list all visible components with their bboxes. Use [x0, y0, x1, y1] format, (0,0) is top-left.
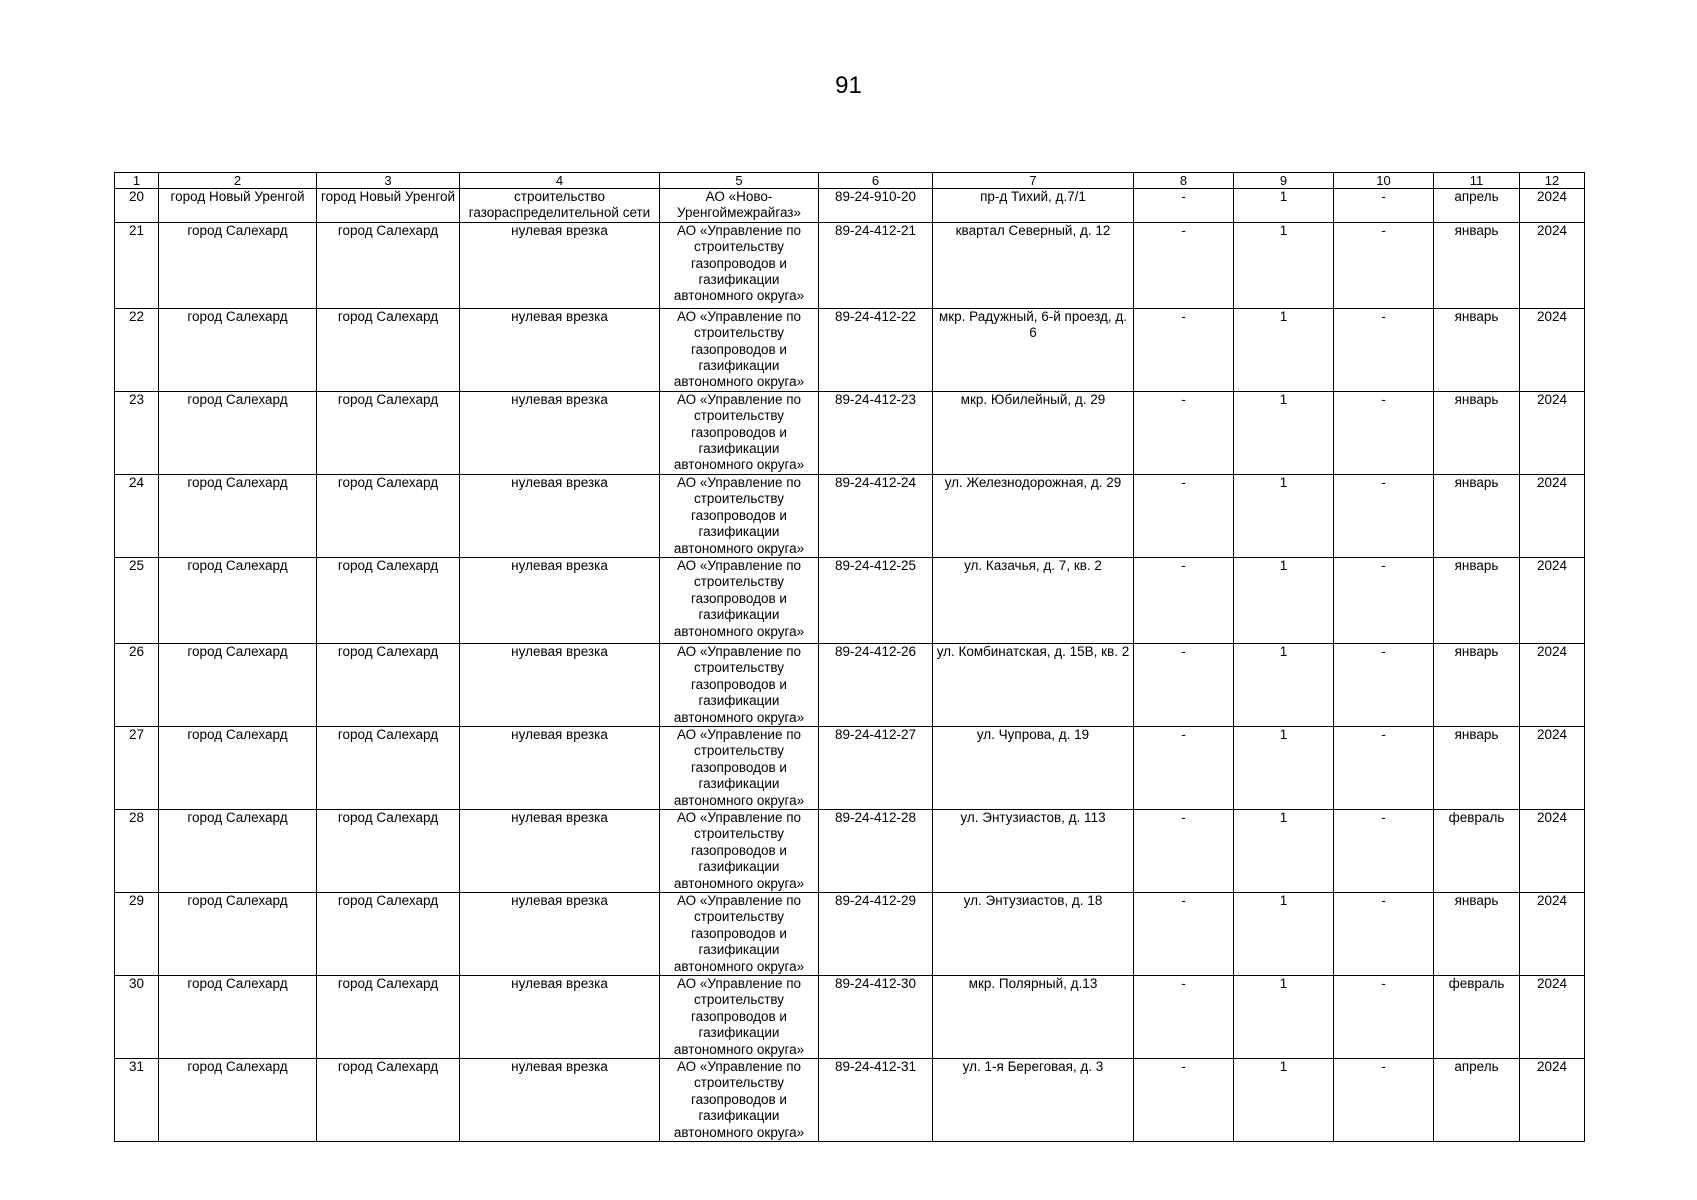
row-number-cell: 27	[115, 726, 159, 809]
col8-cell: -	[1134, 643, 1234, 726]
column-header: 10	[1334, 173, 1434, 189]
year-cell: 2024	[1520, 1059, 1585, 1142]
col8-cell: -	[1134, 557, 1234, 643]
settlement-cell: город Салехард	[317, 1059, 460, 1142]
work-type-cell: строительство газораспределительной сети	[460, 189, 660, 223]
column-header: 1	[115, 173, 159, 189]
organization-cell: АО «Управление по строительству газопроводов и газификации автономного округа»	[660, 726, 819, 809]
quantity-cell: 1	[1234, 643, 1334, 726]
col10-cell: -	[1334, 1059, 1434, 1142]
object-code-cell: 89-24-412-25	[819, 557, 933, 643]
organization-cell: АО «Ново-Уренгоймежрайгаз»	[660, 189, 819, 223]
row-number-cell: 20	[115, 189, 159, 223]
month-cell: февраль	[1434, 809, 1520, 892]
municipality-cell: город Новый Уренгой	[159, 189, 317, 223]
object-code-cell: 89-24-412-30	[819, 976, 933, 1059]
column-header: 6	[819, 173, 933, 189]
address-cell: ул. Энтузиастов, д. 113	[933, 809, 1134, 892]
col8-cell: -	[1134, 893, 1234, 976]
work-type-cell: нулевая врезка	[460, 893, 660, 976]
quantity-cell: 1	[1234, 809, 1334, 892]
year-cell: 2024	[1520, 308, 1585, 391]
work-type-cell: нулевая врезка	[460, 809, 660, 892]
column-header: 11	[1434, 173, 1520, 189]
row-number-cell: 26	[115, 643, 159, 726]
address-cell: ул. Чупрова, д. 19	[933, 726, 1134, 809]
quantity-cell: 1	[1234, 474, 1334, 557]
col10-cell: -	[1334, 726, 1434, 809]
work-type-cell: нулевая врезка	[460, 643, 660, 726]
address-cell: ул. Казачья, д. 7, кв. 2	[933, 557, 1134, 643]
year-cell: 2024	[1520, 643, 1585, 726]
settlement-cell: город Салехард	[317, 391, 460, 474]
row-number-cell: 30	[115, 976, 159, 1059]
work-type-cell: нулевая врезка	[460, 557, 660, 643]
object-code-cell: 89-24-910-20	[819, 189, 933, 223]
work-type-cell: нулевая врезка	[460, 222, 660, 308]
month-cell: апрель	[1434, 1059, 1520, 1142]
municipality-cell: город Салехард	[159, 726, 317, 809]
year-cell: 2024	[1520, 222, 1585, 308]
page-number: 91	[835, 72, 862, 99]
year-cell: 2024	[1520, 189, 1585, 223]
column-header: 2	[159, 173, 317, 189]
table-row	[115, 189, 1585, 223]
row-number-cell: 23	[115, 391, 159, 474]
column-header: 7	[933, 173, 1134, 189]
organization-cell: АО «Управление по строительству газопроводов и газификации автономного округа»	[660, 809, 819, 892]
year-cell: 2024	[1520, 391, 1585, 474]
quantity-cell: 1	[1234, 976, 1334, 1059]
column-header: 9	[1234, 173, 1334, 189]
address-cell: мкр. Юбилейный, д. 29	[933, 391, 1134, 474]
municipality-cell: город Салехард	[159, 1059, 317, 1142]
month-cell: январь	[1434, 391, 1520, 474]
object-code-cell: 89-24-412-28	[819, 809, 933, 892]
row-number-cell: 28	[115, 809, 159, 892]
month-cell: январь	[1434, 474, 1520, 557]
table-row	[115, 1059, 1585, 1142]
year-cell: 2024	[1520, 893, 1585, 976]
col10-cell: -	[1334, 222, 1434, 308]
object-code-cell: 89-24-412-24	[819, 474, 933, 557]
quantity-cell: 1	[1234, 893, 1334, 976]
year-cell: 2024	[1520, 809, 1585, 892]
row-number-cell: 29	[115, 893, 159, 976]
column-header: 12	[1520, 173, 1585, 189]
column-header: 3	[317, 173, 460, 189]
col8-cell: -	[1134, 726, 1234, 809]
col10-cell: -	[1334, 893, 1434, 976]
quantity-cell: 1	[1234, 308, 1334, 391]
object-code-cell: 89-24-412-29	[819, 893, 933, 976]
address-cell: ул. Железнодорожная, д. 29	[933, 474, 1134, 557]
col8-cell: -	[1134, 391, 1234, 474]
organization-cell: АО «Управление по строительству газопроводов и газификации автономного округа»	[660, 391, 819, 474]
year-cell: 2024	[1520, 726, 1585, 809]
month-cell: апрель	[1434, 189, 1520, 223]
municipality-cell: город Салехард	[159, 222, 317, 308]
col10-cell: -	[1334, 474, 1434, 557]
col8-cell: -	[1134, 976, 1234, 1059]
municipality-cell: город Салехард	[159, 474, 317, 557]
settlement-cell: город Салехард	[317, 809, 460, 892]
work-type-cell: нулевая врезка	[460, 308, 660, 391]
settlement-cell: город Салехард	[317, 976, 460, 1059]
address-cell: ул. Энтузиастов, д. 18	[933, 893, 1134, 976]
table-row	[115, 726, 1585, 809]
settlement-cell: город Салехард	[317, 726, 460, 809]
quantity-cell: 1	[1234, 189, 1334, 223]
month-cell: февраль	[1434, 976, 1520, 1059]
col10-cell: -	[1334, 809, 1434, 892]
organization-cell: АО «Управление по строительству газопроводов и газификации автономного округа»	[660, 1059, 819, 1142]
col8-cell: -	[1134, 308, 1234, 391]
col10-cell: -	[1334, 391, 1434, 474]
address-cell: ул. Комбинатская, д. 15В, кв. 2	[933, 643, 1134, 726]
table-row	[115, 308, 1585, 391]
table-row	[115, 557, 1585, 643]
col8-cell: -	[1134, 1059, 1234, 1142]
column-header: 4	[460, 173, 660, 189]
row-number-cell: 22	[115, 308, 159, 391]
table-row	[115, 391, 1585, 474]
year-cell: 2024	[1520, 557, 1585, 643]
table-row	[115, 976, 1585, 1059]
settlement-cell: город Салехард	[317, 893, 460, 976]
column-header: 5	[660, 173, 819, 189]
object-code-cell: 89-24-412-23	[819, 391, 933, 474]
table-row	[115, 222, 1585, 308]
object-code-cell: 89-24-412-31	[819, 1059, 933, 1142]
organization-cell: АО «Управление по строительству газопроводов и газификации автономного округа»	[660, 557, 819, 643]
col10-cell: -	[1334, 308, 1434, 391]
col10-cell: -	[1334, 189, 1434, 223]
settlement-cell: город Новый Уренгой	[317, 189, 460, 223]
settlement-cell: город Салехард	[317, 474, 460, 557]
municipality-cell: город Салехард	[159, 557, 317, 643]
row-number-cell: 21	[115, 222, 159, 308]
municipality-cell: город Салехард	[159, 391, 317, 474]
address-cell: пр-д Тихий, д.7/1	[933, 189, 1134, 223]
settlement-cell: город Салехард	[317, 643, 460, 726]
object-code-cell: 89-24-412-22	[819, 308, 933, 391]
month-cell: январь	[1434, 557, 1520, 643]
month-cell: январь	[1434, 643, 1520, 726]
month-cell: январь	[1434, 726, 1520, 809]
col10-cell: -	[1334, 557, 1434, 643]
settlement-cell: город Салехард	[317, 308, 460, 391]
organization-cell: АО «Управление по строительству газопроводов и газификации автономного округа»	[660, 976, 819, 1059]
table-row	[115, 643, 1585, 726]
work-type-cell: нулевая врезка	[460, 391, 660, 474]
gas-connection-table	[114, 172, 1585, 1142]
municipality-cell: город Салехард	[159, 976, 317, 1059]
col10-cell: -	[1334, 643, 1434, 726]
column-header: 8	[1134, 173, 1234, 189]
quantity-cell: 1	[1234, 1059, 1334, 1142]
col8-cell: -	[1134, 189, 1234, 223]
quantity-cell: 1	[1234, 391, 1334, 474]
organization-cell: АО «Управление по строительству газопроводов и газификации автономного округа»	[660, 222, 819, 308]
address-cell: мкр. Полярный, д.13	[933, 976, 1134, 1059]
quantity-cell: 1	[1234, 557, 1334, 643]
object-code-cell: 89-24-412-26	[819, 643, 933, 726]
table-row	[115, 809, 1585, 892]
municipality-cell: город Салехард	[159, 643, 317, 726]
work-type-cell: нулевая врезка	[460, 726, 660, 809]
object-code-cell: 89-24-412-21	[819, 222, 933, 308]
month-cell: январь	[1434, 893, 1520, 976]
address-cell: ул. 1-я Береговая, д. 3	[933, 1059, 1134, 1142]
column-number-row	[115, 173, 1585, 189]
col8-cell: -	[1134, 222, 1234, 308]
col8-cell: -	[1134, 474, 1234, 557]
organization-cell: АО «Управление по строительству газопроводов и газификации автономного округа»	[660, 893, 819, 976]
quantity-cell: 1	[1234, 726, 1334, 809]
work-type-cell: нулевая врезка	[460, 976, 660, 1059]
year-cell: 2024	[1520, 976, 1585, 1059]
municipality-cell: город Салехард	[159, 308, 317, 391]
organization-cell: АО «Управление по строительству газопроводов и газификации автономного округа»	[660, 643, 819, 726]
month-cell: январь	[1434, 222, 1520, 308]
year-cell: 2024	[1520, 474, 1585, 557]
municipality-cell: город Салехард	[159, 893, 317, 976]
organization-cell: АО «Управление по строительству газопроводов и газификации автономного округа»	[660, 474, 819, 557]
row-number-cell: 31	[115, 1059, 159, 1142]
organization-cell: АО «Управление по строительству газопроводов и газификации автономного округа»	[660, 308, 819, 391]
row-number-cell: 25	[115, 557, 159, 643]
municipality-cell: город Салехард	[159, 809, 317, 892]
address-cell: квартал Северный, д. 12	[933, 222, 1134, 308]
quantity-cell: 1	[1234, 222, 1334, 308]
work-type-cell: нулевая врезка	[460, 474, 660, 557]
address-cell: мкр. Радужный, 6-й проезд, д. 6	[933, 308, 1134, 391]
col10-cell: -	[1334, 976, 1434, 1059]
settlement-cell: город Салехард	[317, 557, 460, 643]
month-cell: январь	[1434, 308, 1520, 391]
table-row	[115, 474, 1585, 557]
work-type-cell: нулевая врезка	[460, 1059, 660, 1142]
row-number-cell: 24	[115, 474, 159, 557]
object-code-cell: 89-24-412-27	[819, 726, 933, 809]
settlement-cell: город Салехард	[317, 222, 460, 308]
table-row	[115, 893, 1585, 976]
col8-cell: -	[1134, 809, 1234, 892]
